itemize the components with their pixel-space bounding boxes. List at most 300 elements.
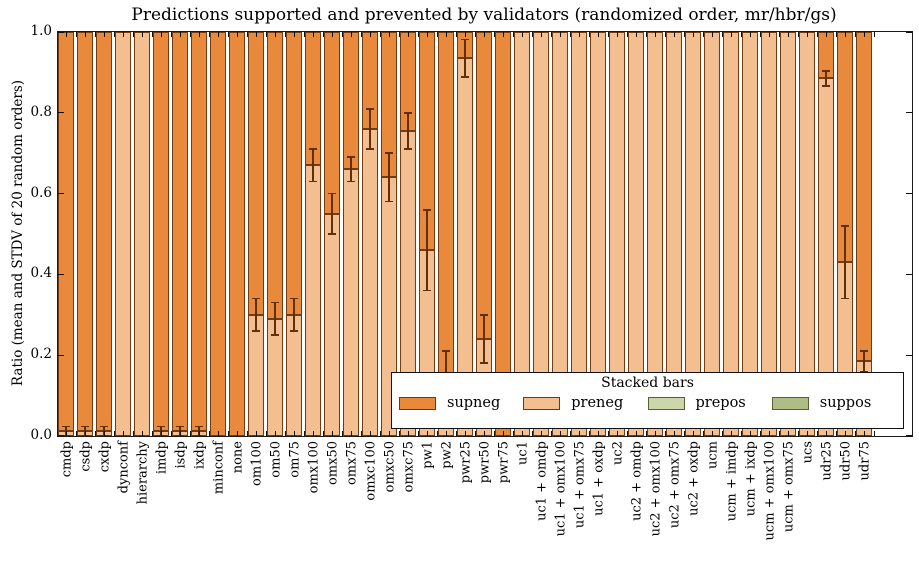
error-bar-cap-top xyxy=(423,209,431,211)
legend xyxy=(391,372,904,429)
x-axis-tick-top xyxy=(541,32,542,37)
x-axis-tick-top xyxy=(532,32,533,37)
x-axis-tick-top xyxy=(845,32,846,37)
x-axis-tick-bottom xyxy=(750,431,751,436)
x-tick-label: pw1 xyxy=(420,441,436,469)
x-axis-tick-bottom xyxy=(513,431,514,436)
bar-segment-supneg xyxy=(286,32,302,315)
x-tick-label: pwr50 xyxy=(477,441,493,484)
x-axis-tick-top xyxy=(332,32,333,37)
error-bar-cap-bottom xyxy=(309,181,317,183)
bar-segment-preneg xyxy=(362,129,378,436)
error-bar-cap-top xyxy=(404,112,412,114)
x-axis-tick-bottom xyxy=(114,431,115,436)
error-bar-cap-top xyxy=(841,225,849,227)
error-bar xyxy=(331,194,333,234)
x-axis-tick-top xyxy=(228,32,229,37)
x-tick-label: uc1 + oxdp xyxy=(591,441,607,516)
x-axis-tick-bottom xyxy=(674,431,675,436)
x-axis-tick-top xyxy=(503,32,504,37)
x-axis-tick-top xyxy=(598,32,599,37)
x-tick-label: uc1 + omx100 xyxy=(553,441,569,537)
x-axis-tick-bottom xyxy=(85,431,86,436)
x-tick-label: dynconf xyxy=(116,441,132,494)
error-bar xyxy=(255,299,257,331)
x-tick-label: uc2 + omx75 xyxy=(667,441,683,529)
x-axis-tick-top xyxy=(66,32,67,37)
y-axis-label: Ratio (mean and STDV of 20 random orders) xyxy=(10,79,26,387)
x-axis-tick-bottom xyxy=(275,431,276,436)
x-axis-tick-bottom xyxy=(855,431,856,436)
x-tick-label: ucm + omx100 xyxy=(762,441,778,541)
x-axis-tick-top xyxy=(731,32,732,37)
legend-label: supneg xyxy=(447,395,501,411)
error-bar xyxy=(388,153,390,201)
error-bar-cap-bottom xyxy=(347,181,355,183)
error-bar-cap-bottom xyxy=(328,233,336,235)
x-axis-tick-top xyxy=(646,32,647,37)
x-axis-tick-top xyxy=(408,32,409,37)
x-tick-label: omxc75 xyxy=(401,441,417,493)
x-axis-tick-top xyxy=(323,32,324,37)
x-axis-tick-bottom xyxy=(874,431,875,436)
bar-segment-supneg xyxy=(856,32,872,361)
x-axis-tick-top xyxy=(76,32,77,37)
x-axis-tick-bottom xyxy=(760,431,761,436)
error-bar-cap-top xyxy=(81,426,89,428)
x-axis-tick-bottom xyxy=(503,431,504,436)
x-axis-tick-top xyxy=(104,32,105,37)
bar-segment-preneg xyxy=(286,315,302,436)
error-bar-cap-bottom xyxy=(385,201,393,203)
error-bar xyxy=(407,113,409,149)
x-axis-tick-bottom xyxy=(456,431,457,436)
legend-entry xyxy=(523,396,647,411)
x-axis-tick-top xyxy=(456,32,457,37)
x-tick-label: ixdp xyxy=(192,441,208,470)
bar-segment-preneg xyxy=(248,315,264,436)
x-axis-tick-top xyxy=(655,32,656,37)
error-bar xyxy=(863,351,865,371)
x-axis-tick-top xyxy=(370,32,371,37)
x-tick-label: om100 xyxy=(249,441,265,486)
x-axis-tick-bottom xyxy=(256,431,257,436)
x-axis-tick-bottom xyxy=(342,431,343,436)
bar-segment-supneg xyxy=(153,32,169,431)
error-bar-cap-top xyxy=(347,156,355,158)
bar-segment-preneg xyxy=(324,214,340,436)
error-bar-cap-top xyxy=(860,350,868,352)
bar-segment-preneg xyxy=(134,32,150,436)
x-axis-tick-bottom xyxy=(408,431,409,436)
x-axis-tick-bottom xyxy=(570,431,571,436)
error-bar xyxy=(844,226,846,299)
x-axis-tick-top xyxy=(475,32,476,37)
x-tick-label: om75 xyxy=(287,441,303,478)
x-axis-tick-top xyxy=(741,32,742,37)
x-axis-tick-top xyxy=(551,32,552,37)
x-axis-tick-top xyxy=(836,32,837,37)
legend-swatch-preneg xyxy=(523,397,560,410)
x-axis-tick-top xyxy=(608,32,609,37)
x-axis-tick-bottom xyxy=(541,431,542,436)
x-axis-tick-bottom xyxy=(332,431,333,436)
x-axis-tick-top xyxy=(361,32,362,37)
x-axis-tick-top xyxy=(218,32,219,37)
x-axis-tick-bottom xyxy=(845,431,846,436)
x-axis-tick-bottom xyxy=(627,431,628,436)
x-axis-tick-bottom xyxy=(608,431,609,436)
x-axis-tick-top xyxy=(190,32,191,37)
error-bar-cap-bottom xyxy=(366,148,374,150)
legend-label: prepos xyxy=(695,395,746,411)
x-axis-tick-top xyxy=(750,32,751,37)
x-axis-tick-top xyxy=(304,32,305,37)
error-bar-cap-top xyxy=(480,314,488,316)
bar-segment-supneg xyxy=(58,32,74,431)
x-axis-tick-top xyxy=(855,32,856,37)
y-axis-tick-left xyxy=(58,31,64,32)
bar-segment-supneg xyxy=(191,32,207,431)
x-axis-tick-bottom xyxy=(465,431,466,436)
error-bar xyxy=(825,71,827,86)
legend-label: suppos xyxy=(819,395,872,411)
bar-segment-preneg xyxy=(343,169,359,436)
x-axis-tick-bottom xyxy=(646,431,647,436)
y-axis-tick-left xyxy=(58,112,64,113)
legend-entry xyxy=(399,396,523,411)
x-tick-label: ucm + imdp xyxy=(724,441,740,522)
x-axis-tick-bottom xyxy=(636,431,637,436)
legend-label: preneg xyxy=(571,395,624,411)
bar-segment-supneg xyxy=(324,32,340,214)
x-axis-tick-bottom xyxy=(655,431,656,436)
error-bar-cap-top xyxy=(385,152,393,154)
x-tick-label: pwr75 xyxy=(496,441,512,484)
legend-title: Stacked bars xyxy=(601,375,694,391)
x-axis-tick-top xyxy=(389,32,390,37)
x-axis-tick-top xyxy=(294,32,295,37)
x-axis-tick-bottom xyxy=(399,431,400,436)
x-axis-tick-bottom xyxy=(551,431,552,436)
bar-segment-supneg xyxy=(77,32,93,431)
x-axis-tick-top xyxy=(674,32,675,37)
error-bar-cap-top xyxy=(195,426,203,428)
x-axis-tick-top xyxy=(494,32,495,37)
error-bar xyxy=(350,157,352,181)
error-bar-cap-bottom xyxy=(290,330,298,332)
x-tick-label: ucm + omx75 xyxy=(781,441,797,533)
x-axis-tick-bottom xyxy=(247,431,248,436)
x-axis-tick-bottom xyxy=(475,431,476,436)
x-axis-tick-top xyxy=(152,32,153,37)
x-axis-tick-bottom xyxy=(370,431,371,436)
legend-swatch-prepos xyxy=(648,397,685,410)
x-tick-label: om50 xyxy=(268,441,284,478)
error-bar-cap-top xyxy=(62,426,70,428)
x-axis-tick-top xyxy=(465,32,466,37)
bar-segment-supneg xyxy=(172,32,188,431)
x-axis-tick-bottom xyxy=(864,431,865,436)
x-axis-tick-top xyxy=(380,32,381,37)
x-axis-tick-bottom xyxy=(494,431,495,436)
error-bar xyxy=(274,303,276,335)
x-axis-tick-bottom xyxy=(361,431,362,436)
x-axis-tick-top xyxy=(798,32,799,37)
error-bar xyxy=(369,109,371,149)
x-axis-tick-bottom xyxy=(532,431,533,436)
error-bar xyxy=(312,149,314,181)
x-tick-label: imdp xyxy=(154,441,170,475)
y-axis-tick-left xyxy=(58,274,64,275)
x-axis-tick-bottom xyxy=(437,431,438,436)
x-tick-label: ucm xyxy=(705,441,721,469)
x-axis-tick-top xyxy=(807,32,808,37)
error-bar-cap-top xyxy=(271,302,279,304)
y-tick-label: 1.0 xyxy=(30,23,52,39)
legend-entries xyxy=(392,396,903,411)
error-bar-cap-top xyxy=(328,193,336,195)
x-axis-tick-top xyxy=(513,32,514,37)
x-axis-tick-top xyxy=(180,32,181,37)
error-bar-cap-top xyxy=(442,350,450,352)
x-axis-tick-bottom xyxy=(190,431,191,436)
x-axis-tick-top xyxy=(285,32,286,37)
y-axis-tick-left xyxy=(58,435,64,436)
x-axis-tick-bottom xyxy=(826,431,827,436)
x-tick-label: uc1 xyxy=(515,441,531,465)
x-axis-tick-top xyxy=(247,32,248,37)
x-axis-tick-top xyxy=(874,32,875,37)
x-axis-tick-bottom xyxy=(684,431,685,436)
y-axis-tick-right xyxy=(906,274,912,275)
x-axis-tick-top xyxy=(712,32,713,37)
error-bar xyxy=(464,40,466,77)
x-axis-tick-top xyxy=(142,32,143,37)
x-axis-tick-bottom xyxy=(313,431,314,436)
x-axis-tick-bottom xyxy=(798,431,799,436)
x-axis-tick-top xyxy=(427,32,428,37)
x-tick-label: minconf xyxy=(211,441,227,495)
x-axis-tick-bottom xyxy=(304,431,305,436)
x-axis-tick-bottom xyxy=(617,431,618,436)
x-axis-tick-bottom xyxy=(741,431,742,436)
bar-segment-preneg xyxy=(115,32,131,436)
x-axis-tick-bottom xyxy=(712,431,713,436)
x-tick-label: omxc100 xyxy=(363,441,379,501)
error-bar-cap-top xyxy=(461,39,469,41)
x-axis-tick-bottom xyxy=(589,431,590,436)
bar-segment-supneg xyxy=(438,32,454,373)
x-axis-tick-top xyxy=(579,32,580,37)
x-axis-tick-bottom xyxy=(142,431,143,436)
x-axis-tick-bottom xyxy=(427,431,428,436)
x-axis-tick-top xyxy=(788,32,789,37)
y-axis-tick-right xyxy=(906,355,912,356)
x-axis-tick-bottom xyxy=(817,431,818,436)
x-axis-tick-bottom xyxy=(722,431,723,436)
x-axis-tick-top xyxy=(199,32,200,37)
y-axis-tick-right xyxy=(906,31,912,32)
error-bar-cap-bottom xyxy=(271,334,279,336)
x-tick-label: cmdp xyxy=(59,441,75,478)
x-axis-tick-bottom xyxy=(380,431,381,436)
x-axis-tick-bottom xyxy=(323,431,324,436)
x-axis-tick-bottom xyxy=(598,431,599,436)
x-axis-tick-top xyxy=(437,32,438,37)
x-axis-tick-bottom xyxy=(104,431,105,436)
error-bar-cap-top xyxy=(252,298,260,300)
x-tick-label: uc2 + oxdp xyxy=(686,441,702,516)
x-axis-tick-top xyxy=(703,32,704,37)
x-tick-label: pw2 xyxy=(439,441,455,469)
x-axis-tick-bottom xyxy=(665,431,666,436)
x-axis-tick-top xyxy=(399,32,400,37)
x-axis-tick-bottom xyxy=(133,431,134,436)
y-axis-tick-left xyxy=(58,193,64,194)
x-axis-tick-bottom xyxy=(693,431,694,436)
x-tick-label: uc1 + omx75 xyxy=(572,441,588,529)
x-tick-label: omxc50 xyxy=(382,441,398,493)
bar-segment-preneg xyxy=(305,165,321,436)
x-tick-label: ucs xyxy=(800,441,816,464)
x-axis-tick-top xyxy=(256,32,257,37)
x-axis-tick-top xyxy=(570,32,571,37)
error-bar-cap-bottom xyxy=(841,298,849,300)
x-axis-tick-top xyxy=(522,32,523,37)
error-bar xyxy=(426,210,428,291)
x-axis-tick-bottom xyxy=(66,431,67,436)
legend-entry xyxy=(648,396,772,411)
bar-segment-supneg xyxy=(267,32,283,319)
error-bar-cap-bottom xyxy=(404,148,412,150)
x-axis-tick-top xyxy=(864,32,865,37)
x-axis-tick-top xyxy=(95,32,96,37)
x-axis-tick-bottom xyxy=(285,431,286,436)
x-axis-tick-top xyxy=(161,32,162,37)
x-tick-label: pwr25 xyxy=(458,441,474,484)
x-tick-label: udr50 xyxy=(838,441,854,481)
x-axis-tick-bottom xyxy=(76,431,77,436)
x-axis-tick-bottom xyxy=(389,431,390,436)
x-axis-tick-bottom xyxy=(779,431,780,436)
x-tick-label: omx75 xyxy=(344,441,360,486)
x-axis-tick-bottom xyxy=(152,431,153,436)
x-axis-tick-bottom xyxy=(418,431,419,436)
x-tick-label: uc2 + omdp xyxy=(629,441,645,521)
bar-segment-supneg xyxy=(476,32,492,339)
bar-segment-supneg xyxy=(229,32,245,436)
x-tick-label: omx50 xyxy=(325,441,341,486)
error-bar xyxy=(293,299,295,331)
x-axis-tick-bottom xyxy=(731,431,732,436)
x-axis-tick-top xyxy=(275,32,276,37)
x-axis-tick-bottom xyxy=(807,431,808,436)
x-axis-tick-top xyxy=(313,32,314,37)
x-axis-tick-top xyxy=(665,32,666,37)
x-axis-tick-bottom xyxy=(199,431,200,436)
x-tick-label: cxdp xyxy=(97,441,113,473)
x-tick-label: uc2 + omx100 xyxy=(648,441,664,537)
x-axis-tick-bottom xyxy=(579,431,580,436)
x-axis-tick-top xyxy=(817,32,818,37)
y-axis-tick-left xyxy=(58,355,64,356)
x-tick-label: isdp xyxy=(173,441,189,469)
x-axis-tick-top xyxy=(209,32,210,37)
x-axis-tick-top xyxy=(636,32,637,37)
x-axis-tick-top xyxy=(266,32,267,37)
x-axis-tick-bottom xyxy=(218,431,219,436)
x-axis-tick-top xyxy=(560,32,561,37)
x-axis-tick-top xyxy=(779,32,780,37)
error-bar-cap-top xyxy=(157,426,165,428)
error-bar-cap-top xyxy=(176,426,184,428)
x-axis-tick-top xyxy=(418,32,419,37)
x-axis-tick-bottom xyxy=(237,431,238,436)
x-axis-tick-top xyxy=(826,32,827,37)
bar-segment-supneg xyxy=(210,32,226,436)
x-axis-tick-top xyxy=(342,32,343,37)
y-axis-tick-right xyxy=(906,112,912,113)
x-axis-tick-bottom xyxy=(123,431,124,436)
x-axis-tick-bottom xyxy=(180,431,181,436)
x-axis-tick-bottom xyxy=(171,431,172,436)
error-bar-cap-bottom xyxy=(480,362,488,364)
x-axis-tick-bottom xyxy=(266,431,267,436)
x-axis-tick-bottom xyxy=(228,431,229,436)
error-bar-cap-bottom xyxy=(822,85,830,87)
x-tick-label: none xyxy=(230,441,246,474)
y-tick-label: 0.2 xyxy=(30,346,52,363)
y-axis-tick-right xyxy=(906,193,912,194)
x-axis-tick-top xyxy=(769,32,770,37)
error-bar-cap-top xyxy=(290,298,298,300)
x-tick-label: csdp xyxy=(78,441,94,472)
x-axis-tick-bottom xyxy=(446,431,447,436)
x-axis-tick-top xyxy=(722,32,723,37)
error-bar-cap-bottom xyxy=(252,330,260,332)
x-axis-tick-top xyxy=(85,32,86,37)
error-bar xyxy=(483,315,485,363)
x-axis-tick-bottom xyxy=(294,431,295,436)
x-axis-tick-top xyxy=(114,32,115,37)
y-tick-label: 0.0 xyxy=(30,427,52,443)
x-axis-tick-bottom xyxy=(209,431,210,436)
error-bar-cap-top xyxy=(100,426,108,428)
y-tick-label: 0.8 xyxy=(30,103,52,120)
x-tick-label: ucm + ixdp xyxy=(743,441,759,517)
bar-segment-supneg xyxy=(343,32,359,169)
legend-swatch-supneg xyxy=(399,397,436,410)
x-axis-tick-top xyxy=(589,32,590,37)
x-axis-tick-bottom xyxy=(769,431,770,436)
x-axis-tick-bottom xyxy=(484,431,485,436)
chart-title: Predictions supported and prevented by validators (randomized order, mr/hbr/gs) xyxy=(131,5,837,25)
x-axis-tick-top xyxy=(237,32,238,37)
bar-segment-supneg xyxy=(248,32,264,315)
x-axis-tick-top xyxy=(693,32,694,37)
error-bar-cap-bottom xyxy=(423,290,431,292)
x-axis-tick-top xyxy=(684,32,685,37)
x-axis-tick-top xyxy=(484,32,485,37)
x-tick-label: udr75 xyxy=(857,441,873,481)
y-axis-tick-right xyxy=(906,435,912,436)
x-axis-tick-top xyxy=(133,32,134,37)
x-axis-tick-top xyxy=(446,32,447,37)
x-axis-tick-bottom xyxy=(788,431,789,436)
x-axis-tick-bottom xyxy=(161,431,162,436)
x-axis-tick-top xyxy=(171,32,172,37)
